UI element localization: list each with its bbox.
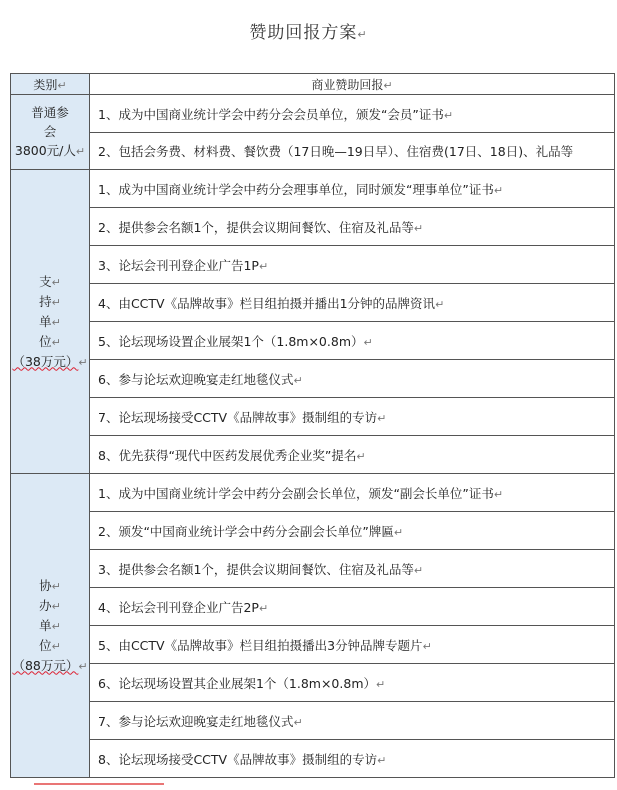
table-row — [11, 170, 615, 208]
table-row — [11, 588, 615, 626]
list-item: 1、成为中国商业统计学会中药分会理事单位，同时颁发“理事单位”证书↵ — [90, 170, 615, 208]
list-item: 6、参与论坛欢迎晚宴走红地毯仪式↵ — [90, 360, 615, 398]
table-row — [11, 360, 615, 398]
sponsorship-table — [10, 73, 615, 778]
list-item: 2、颁发“中国商业统计学会中药分会副会长单位”牌匾↵ — [90, 512, 615, 550]
header-category: 类别↵ — [11, 74, 90, 95]
list-item: 3、论坛会刊刊登企业广告1P↵ — [90, 246, 615, 284]
list-item: 4、由CCTV《品牌故事》栏目组拍摄并播出1分钟的品牌资讯↵ — [90, 284, 615, 322]
list-item: 4、论坛会刊刊登企业广告2P↵ — [90, 588, 615, 626]
table-row — [11, 740, 615, 778]
list-item: 8、论坛现场接受CCTV《品牌故事》摄制组的专访↵ — [90, 740, 615, 778]
category-support: 支↵ 持↵ 单↵ 位↵ （38万元）↵ — [11, 170, 90, 474]
table-row — [11, 626, 615, 664]
list-item: 6、论坛现场设置其企业展架1个（1.8m×0.8m）↵ — [90, 664, 615, 702]
category-co-organizer: 协↵ 办↵ 单↵ 位↵ （88万元）↵ — [11, 474, 90, 778]
table-header-row — [11, 74, 615, 95]
table-row — [11, 322, 615, 360]
list-item: 8、优先获得“现代中医药发展优秀企业奖”提名↵ — [90, 436, 615, 474]
list-item: 7、参与论坛欢迎晚宴走红地毯仪式↵ — [90, 702, 615, 740]
list-item: 1、成为中国商业统计学会中药分会会员单位，颁发“会员”证书↵ — [90, 95, 615, 133]
list-item: 5、论坛现场设置企业展架1个（1.8m×0.8m）↵ — [90, 322, 615, 360]
table-row — [11, 95, 615, 133]
table-row — [11, 664, 615, 702]
category-regular: 普通参会 3800元/人↵ — [11, 95, 90, 170]
table-row — [11, 436, 615, 474]
table-row — [11, 246, 615, 284]
table-row — [11, 398, 615, 436]
table-row — [11, 133, 615, 170]
table-row — [11, 474, 615, 512]
list-item: 2、包括会务费、材料费、餐饮费（17日晚—19日早）、住宿费(17日、18日)、礼品等 — [90, 133, 615, 170]
spellcheck-underline — [34, 783, 164, 785]
list-item: 5、由CCTV《品牌故事》栏目组拍摄播出3分钟品牌专题片↵ — [90, 626, 615, 664]
table-row — [11, 550, 615, 588]
table-row — [11, 702, 615, 740]
list-item: 1、成为中国商业统计学会中药分会副会长单位，颁发“副会长单位”证书↵ — [90, 474, 615, 512]
list-item: 3、提供参会名额1个，提供会议期间餐饮、住宿及礼品等↵ — [90, 550, 615, 588]
table-row — [11, 284, 615, 322]
header-content: 商业赞助回报↵ — [90, 74, 615, 95]
list-item: 2、提供参会名额1个，提供会议期间餐饮、住宿及礼品等↵ — [90, 208, 615, 246]
table-row — [11, 512, 615, 550]
list-item: 7、论坛现场接受CCTV《品牌故事》摄制组的专访↵ — [90, 398, 615, 436]
page-title: 赞助回报方案↵ — [249, 23, 368, 43]
table-row — [11, 208, 615, 246]
